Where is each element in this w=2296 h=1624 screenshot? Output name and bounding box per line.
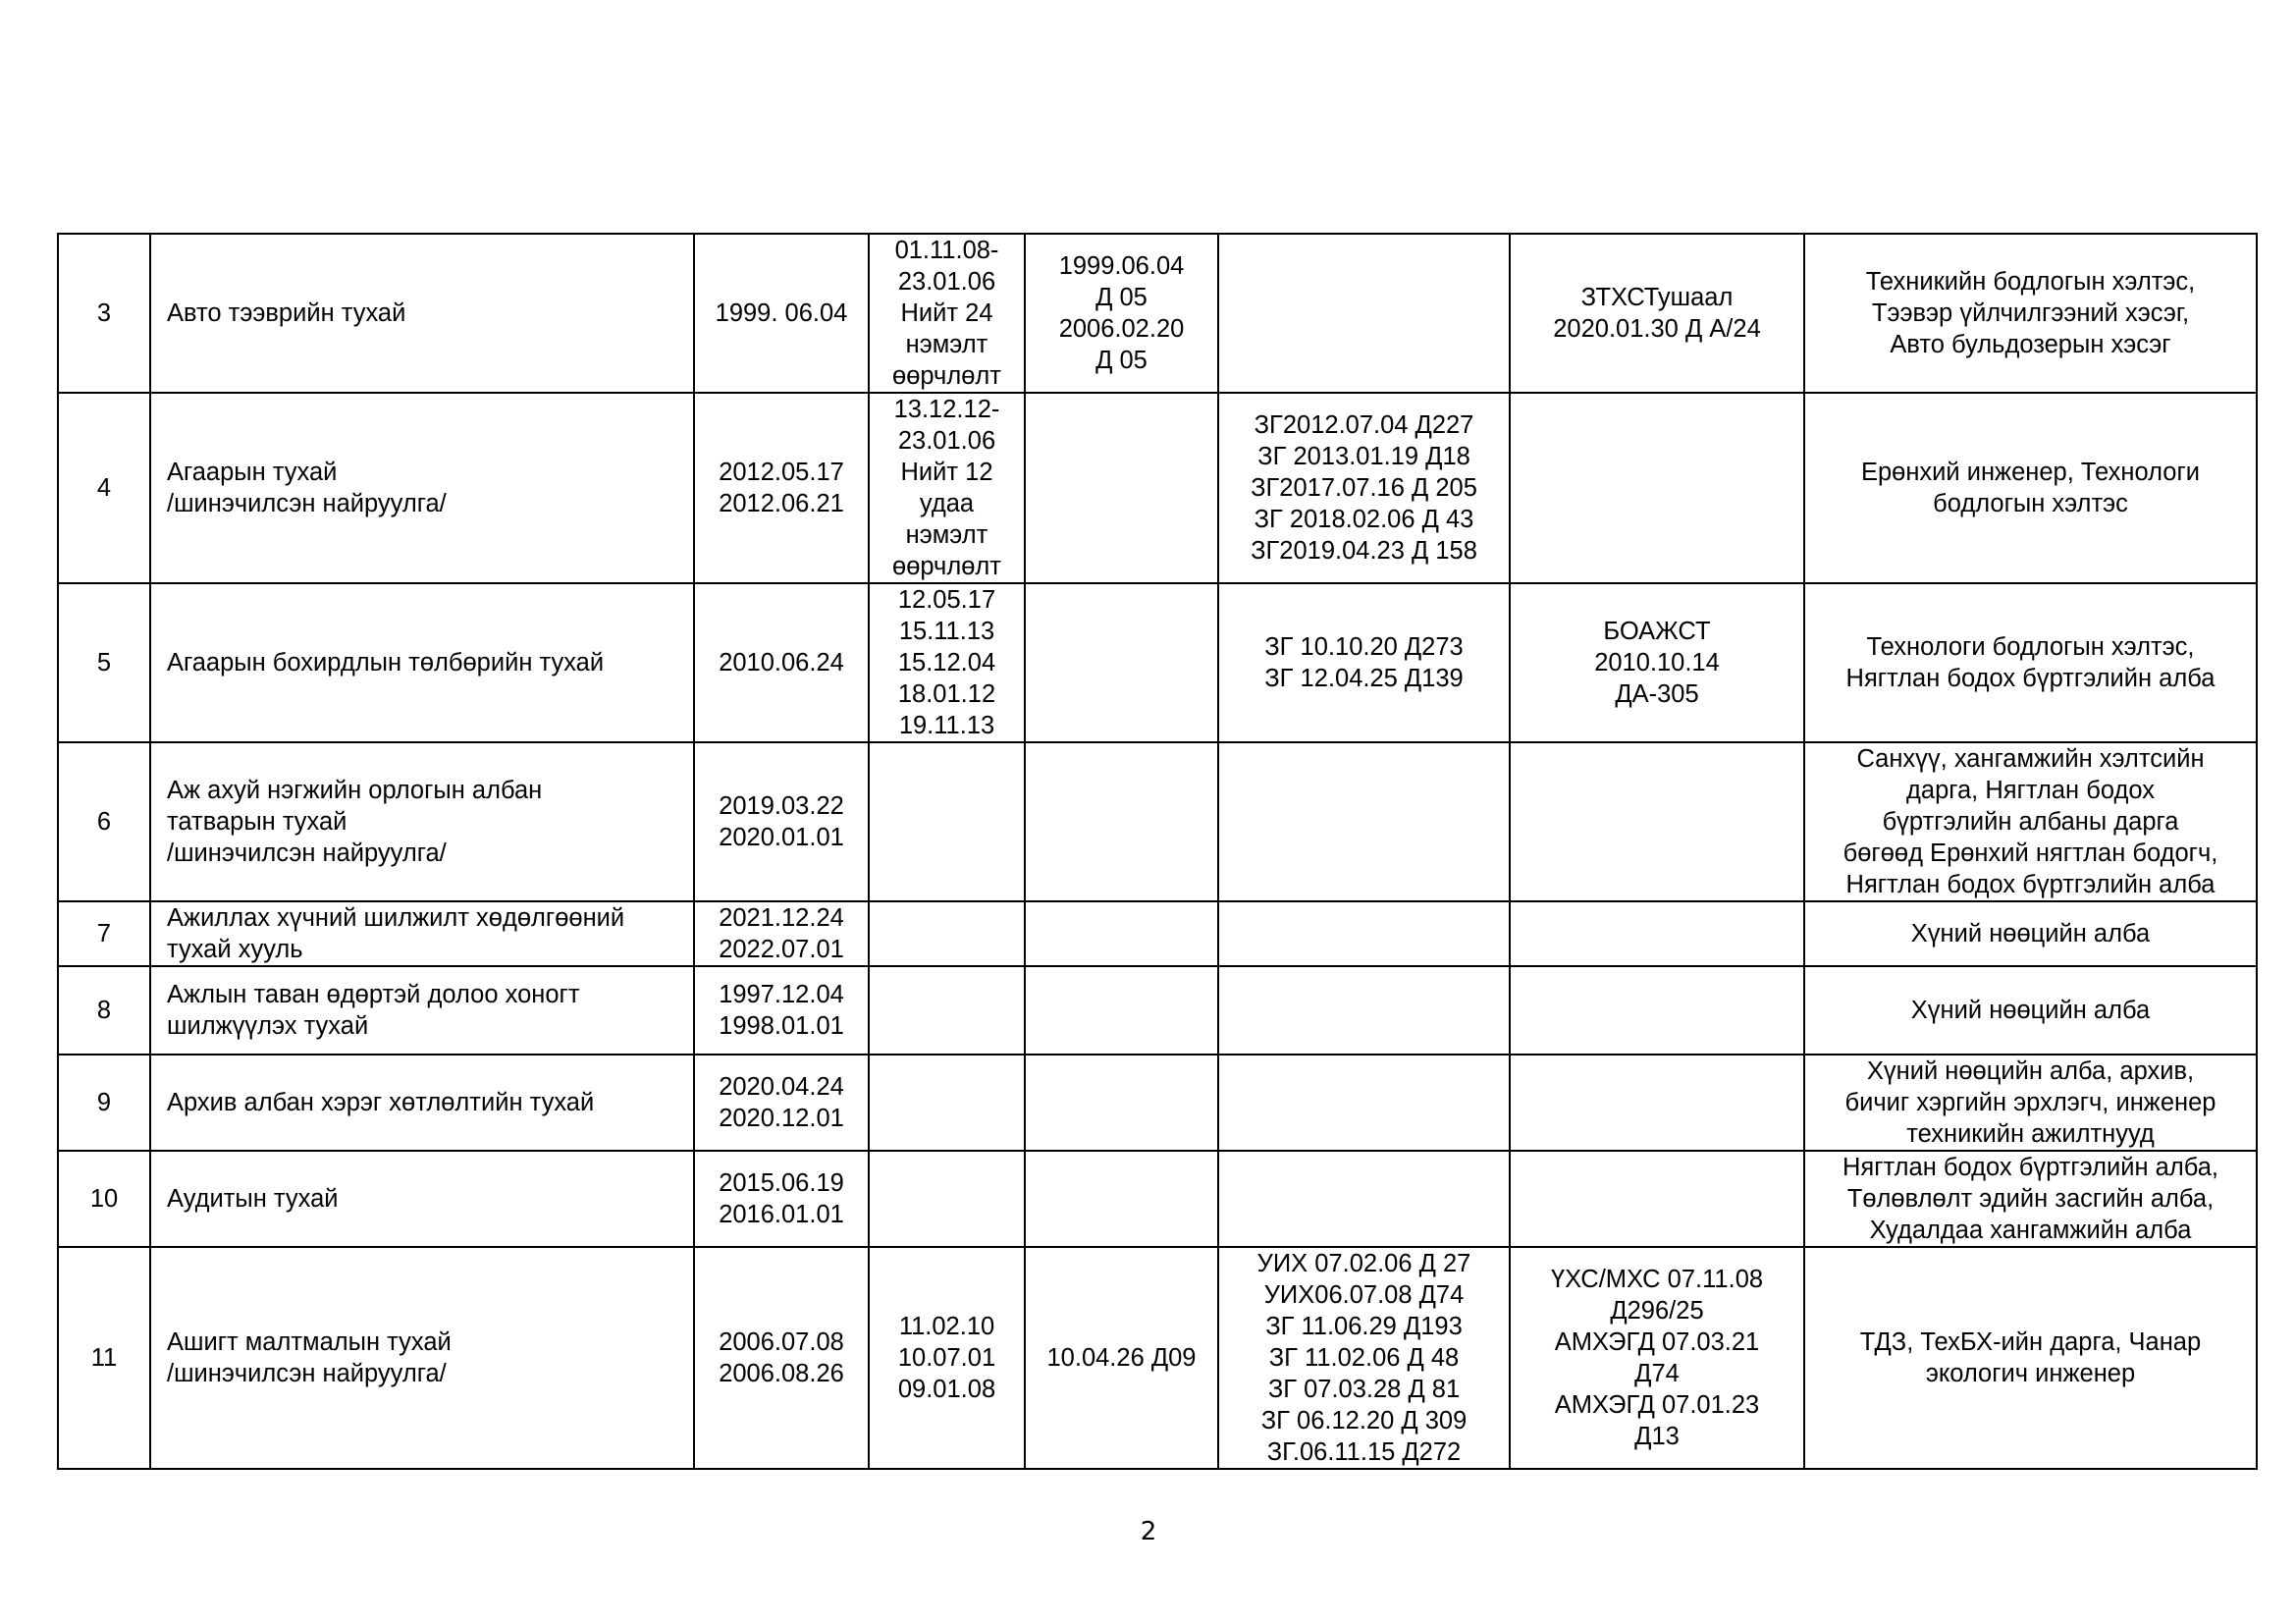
column-5-cell: 1999.06.04 Д 05 2006.02.20 Д 05 xyxy=(1025,234,1218,393)
table-row xyxy=(58,234,2257,393)
column-5-cell xyxy=(1025,742,1218,901)
table-body xyxy=(58,234,2257,1469)
law-name: Ажиллах хүчний шилжилт хөдөлгөөний тухай хууль xyxy=(150,901,694,966)
responsible-unit: Ерөнхий инженер, Технологи бодлогын хэлтэс xyxy=(1804,393,2257,583)
row-number: 7 xyxy=(58,901,150,966)
responsible-unit: Хүний нөөцийн алба xyxy=(1804,901,2257,966)
law-dates: 1999. 06.04 xyxy=(694,234,869,393)
column-7-cell xyxy=(1510,966,1804,1055)
column-5-cell xyxy=(1025,901,1218,966)
column-7-cell xyxy=(1510,1151,1804,1247)
row-number: 8 xyxy=(58,966,150,1055)
responsible-unit: Техникийн бодлогын хэлтэс, Тээвэр үйлчилгээний хэсэг, Авто бульдозерын хэсэг xyxy=(1804,234,2257,393)
law-dates: 2021.12.24 2022.07.01 xyxy=(694,901,869,966)
column-7-cell: ЗТХСТушаал 2020.01.30 Д А/24 xyxy=(1510,234,1804,393)
law-name: Аудитын тухай xyxy=(150,1151,694,1247)
column-5-cell xyxy=(1025,583,1218,742)
law-dates: 2015.06.19 2016.01.01 xyxy=(694,1151,869,1247)
column-5-cell: 10.04.26 Д09 xyxy=(1025,1247,1218,1469)
column-5-cell xyxy=(1025,393,1218,583)
table-row xyxy=(58,966,2257,1055)
responsible-unit: Нягтлан бодох бүртгэлийн алба, Төлөвлөлт эдийн засгийн алба, Худалдаа хангамжийн алба xyxy=(1804,1151,2257,1247)
table-row xyxy=(58,901,2257,966)
column-6-cell: ЗГ2012.07.04 Д227 ЗГ 2013.01.19 Д18 ЗГ2017.07.16 Д 205 ЗГ 2018.02.06 Д 43 ЗГ2019.04.23 Д 158 xyxy=(1218,393,1510,583)
column-7-cell xyxy=(1510,1055,1804,1151)
column-6-cell xyxy=(1218,742,1510,901)
column-6-cell xyxy=(1218,1055,1510,1151)
law-amendments: 11.02.10 10.07.01 09.01.08 xyxy=(869,1247,1025,1469)
law-dates: 2020.04.24 2020.12.01 xyxy=(694,1055,869,1151)
responsible-unit: Хүний нөөцийн алба, архив, бичиг хэргийн эрхлэгч, инженер техникийн ажилтнууд xyxy=(1804,1055,2257,1151)
table-row xyxy=(58,1247,2257,1469)
law-amendments xyxy=(869,966,1025,1055)
column-6-cell xyxy=(1218,966,1510,1055)
table-row xyxy=(58,1055,2257,1151)
law-amendments: 01.11.08- 23.01.06 Нийт 24 нэмэлт өөрчлөлт xyxy=(869,234,1025,393)
responsible-unit: Технологи бодлогын хэлтэс, Нягтлан бодох бүртгэлийн алба xyxy=(1804,583,2257,742)
law-amendments xyxy=(869,1151,1025,1247)
table-row xyxy=(58,742,2257,901)
table-row xyxy=(58,1151,2257,1247)
row-number: 11 xyxy=(58,1247,150,1469)
laws-table xyxy=(57,233,2258,1470)
law-amendments xyxy=(869,742,1025,901)
law-dates: 1997.12.04 1998.01.01 xyxy=(694,966,869,1055)
column-7-cell: БОАЖСТ 2010.10.14 ДА-305 xyxy=(1510,583,1804,742)
row-number: 6 xyxy=(58,742,150,901)
law-dates: 2006.07.08 2006.08.26 xyxy=(694,1247,869,1469)
column-5-cell xyxy=(1025,966,1218,1055)
row-number: 3 xyxy=(58,234,150,393)
law-amendments: 12.05.17 15.11.13 15.12.04 18.01.12 19.11.13 xyxy=(869,583,1025,742)
law-amendments xyxy=(869,1055,1025,1151)
law-amendments xyxy=(869,901,1025,966)
table-row xyxy=(58,393,2257,583)
law-dates: 2010.06.24 xyxy=(694,583,869,742)
law-name: Аж ахуй нэгжийн орлогын албан татварын тухай /шинэчилсэн найруулга/ xyxy=(150,742,694,901)
column-5-cell xyxy=(1025,1151,1218,1247)
column-7-cell xyxy=(1510,742,1804,901)
law-name: Ашигт малтмалын тухай /шинэчилсэн найруулга/ xyxy=(150,1247,694,1469)
law-name: Ажлын таван өдөртэй долоо хоногт шилжүүлэх тухай xyxy=(150,966,694,1055)
column-5-cell xyxy=(1025,1055,1218,1151)
table-row xyxy=(58,583,2257,742)
law-name: Агаарын тухай /шинэчилсэн найруулга/ xyxy=(150,393,694,583)
responsible-unit: ТДЗ, ТехБХ-ийн дарга, Чанар экологич инженер xyxy=(1804,1247,2257,1469)
column-6-cell xyxy=(1218,234,1510,393)
page-number: 2 xyxy=(1140,1517,1157,1546)
law-amendments: 13.12.12- 23.01.06 Нийт 12 удаа нэмэлт өөрчлөлт xyxy=(869,393,1025,583)
law-name: Авто тээврийн тухай xyxy=(150,234,694,393)
row-number: 9 xyxy=(58,1055,150,1151)
column-6-cell xyxy=(1218,1151,1510,1247)
column-6-cell xyxy=(1218,901,1510,966)
row-number: 10 xyxy=(58,1151,150,1247)
responsible-unit: Хүний нөөцийн алба xyxy=(1804,966,2257,1055)
law-name: Архив албан хэрэг хөтлөлтийн тухай xyxy=(150,1055,694,1151)
column-6-cell: УИХ 07.02.06 Д 27 УИХ06.07.08 Д74 ЗГ 11.06.29 Д193 ЗГ 11.02.06 Д 48 ЗГ 07.03.28 Д 81 ЗГ 06.12.20 Д 309 ЗГ.06.11.15 Д272 xyxy=(1218,1247,1510,1469)
law-dates: 2012.05.17 2012.06.21 xyxy=(694,393,869,583)
column-7-cell: ҮХС/МХС 07.11.08 Д296/25 АМХЭГД 07.03.21 Д74 АМХЭГД 07.01.23 Д13 xyxy=(1510,1247,1804,1469)
law-name: Агаарын бохирдлын төлбөрийн тухай xyxy=(150,583,694,742)
column-6-cell: ЗГ 10.10.20 Д273 ЗГ 12.04.25 Д139 xyxy=(1218,583,1510,742)
row-number: 5 xyxy=(58,583,150,742)
law-dates: 2019.03.22 2020.01.01 xyxy=(694,742,869,901)
column-7-cell xyxy=(1510,901,1804,966)
responsible-unit: Санхүү, хангамжийн хэлтсийн дарга, Нягтлан бодох бүртгэлийн албаны дарга бөгөөд Ерөнхий нягтлан бодогч, Нягтлан бодох бүртгэлийн алба xyxy=(1804,742,2257,901)
column-7-cell xyxy=(1510,393,1804,583)
row-number: 4 xyxy=(58,393,150,583)
